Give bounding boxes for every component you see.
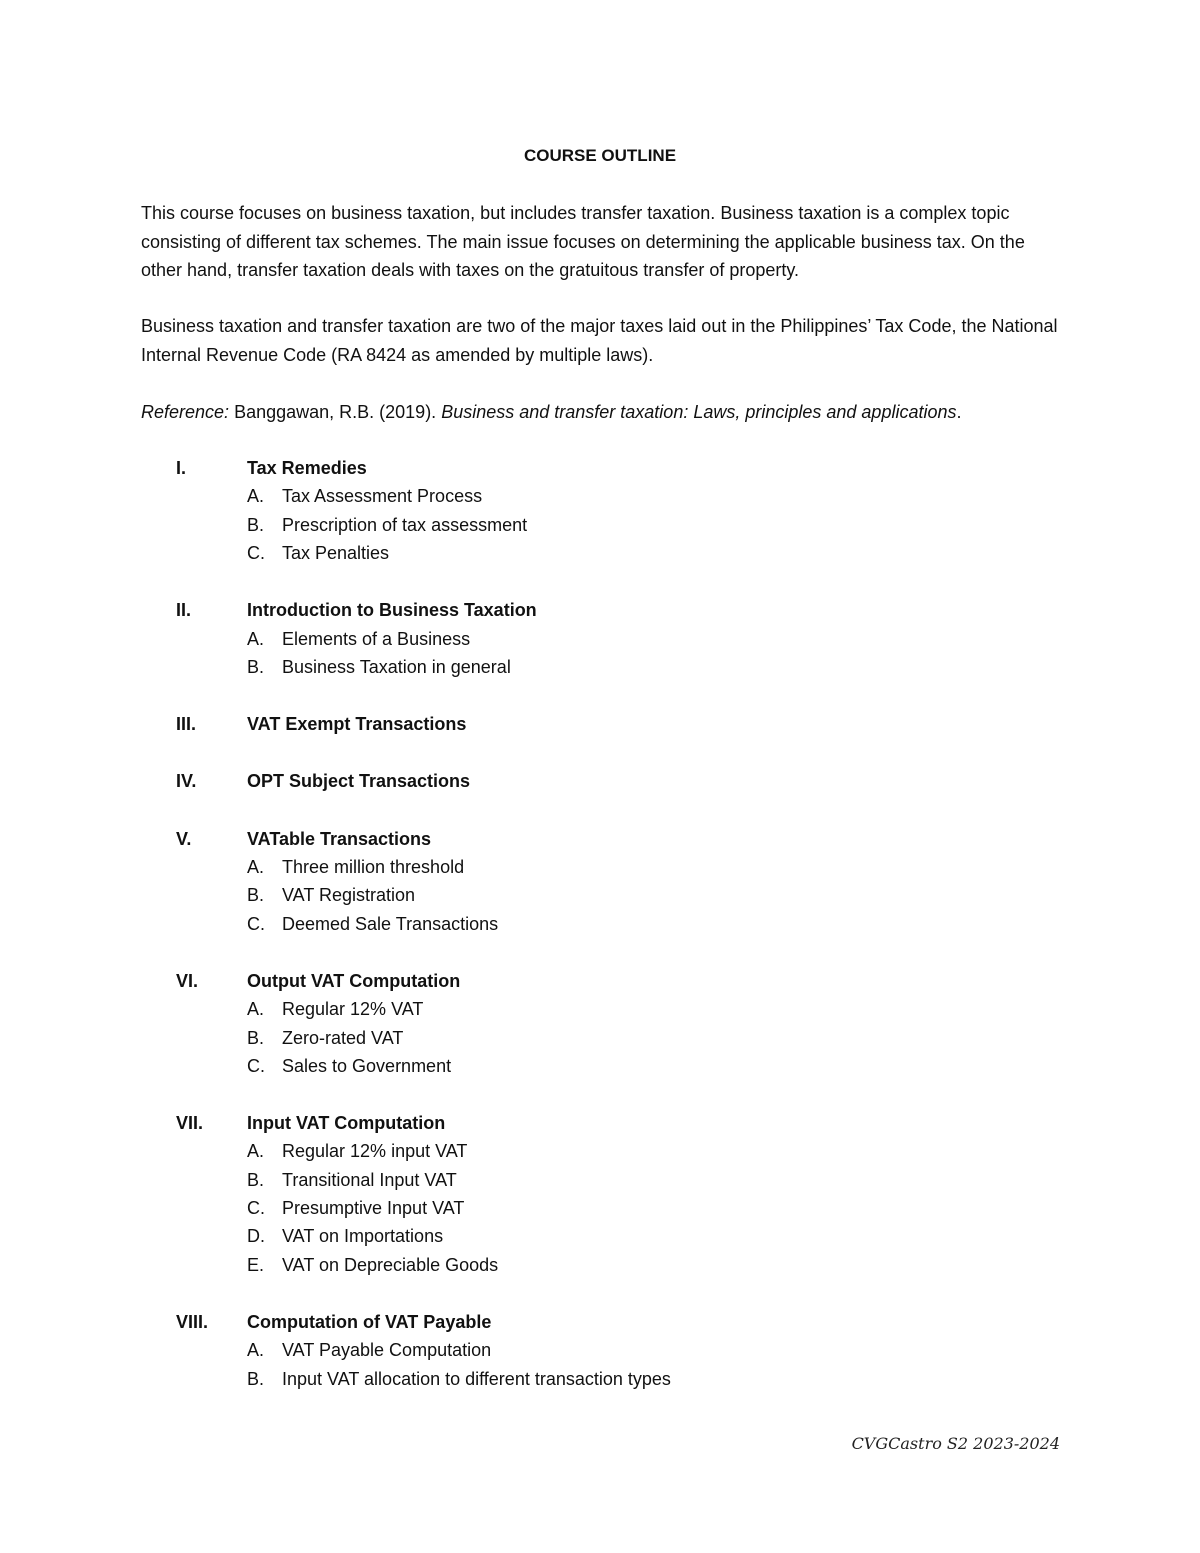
section-title: Input VAT Computation	[247, 1113, 446, 1134]
section-numeral: V.	[176, 828, 192, 849]
subitem-letter: A.	[247, 628, 265, 649]
subitem-text: Three million threshold	[282, 857, 465, 877]
subitem-letter: D.	[247, 1226, 265, 1247]
section-numeral: VII.	[176, 1113, 204, 1134]
subitem-letter: A.	[247, 1141, 265, 1162]
subitem-text: Presumptive Input VAT	[282, 1198, 465, 1218]
reference-book-title: Business and transfer taxation: Laws, principles and applications	[441, 402, 957, 422]
subitem-letter: A.	[247, 857, 265, 877]
subitem-text: Prescription of tax assessment	[282, 514, 528, 535]
subitem-text: Input VAT allocation to different transaction types	[282, 1368, 671, 1389]
subitem-text: Elements of a Business	[282, 628, 471, 649]
section-title: Introduction to Business Taxation	[247, 600, 537, 621]
subitem-letter: B.	[247, 514, 265, 535]
footer-signature: CVGCastro S2 2023-2024	[851, 1434, 1060, 1453]
subitem-text: Tax Assessment Process	[282, 486, 483, 507]
second-paragraph: Business taxation and transfer taxation are two of the major taxes laid out in the Philippines’ Tax Code, the National Internal Revenue Code (RA 8424 as amended by multiple laws).	[141, 316, 1058, 365]
subitem-text: Tax Penalties	[282, 542, 390, 563]
page-title: COURSE OUTLINE	[523, 146, 677, 165]
subitem-letter: E.	[247, 1254, 265, 1275]
subitem-letter: C.	[247, 1055, 265, 1076]
section-title: OPT Subject Transactions	[247, 771, 471, 792]
subitem-text: Transitional Input VAT	[282, 1169, 457, 1190]
section-title: Output VAT Computation	[247, 970, 461, 991]
section-title: VAT Exempt Transactions	[247, 714, 467, 735]
subitem-letter: C.	[247, 1198, 265, 1218]
subitem-text: VAT on Depreciable Goods	[282, 1254, 499, 1275]
section-numeral: I.	[176, 458, 187, 478]
subitem-text: Regular 12% input VAT	[282, 1141, 468, 1162]
section-numeral: VIII.	[176, 1311, 209, 1332]
section-numeral: III.	[176, 714, 197, 735]
subitem-letter: B.	[247, 1368, 265, 1389]
subitem-letter: A.	[247, 999, 265, 1020]
subitem-text: Zero-rated VAT	[282, 1027, 404, 1048]
reference-label: Reference:	[141, 402, 230, 422]
subitem-text: Deemed Sale Transactions	[282, 913, 499, 934]
subitem-text: Business Taxation in general	[282, 656, 511, 677]
subitem-letter: B.	[247, 656, 265, 677]
intro-paragraph: This course focuses on business taxation, but includes transfer taxation. Business taxation is a complex topic consisting of different tax schemes. The main issue focuses on determining the applicable business tax. On the other hand, transfer taxation deals with taxes on the gratuitous transfer of property.	[141, 203, 1025, 280]
subitem-letter: A.	[247, 486, 265, 507]
section-numeral: IV.	[176, 771, 197, 792]
reference-end: .	[956, 402, 962, 422]
subitem-letter: C.	[247, 913, 265, 934]
section-title: VATable Transactions	[247, 828, 432, 849]
section-title: Tax Remedies	[247, 458, 367, 478]
subitem-text: VAT on Importations	[282, 1226, 444, 1247]
section-numeral: VI.	[176, 970, 199, 991]
section-title: Computation of VAT Payable	[247, 1311, 492, 1332]
subitem-text: Sales to Government	[282, 1055, 452, 1076]
subitem-letter: A.	[247, 1340, 265, 1361]
section-numeral: II.	[176, 600, 192, 621]
subitem-letter: C.	[247, 542, 265, 563]
subitem-letter: B.	[247, 1169, 265, 1190]
subitem-text: Regular 12% VAT	[282, 999, 424, 1020]
reference-citation: Banggawan, R.B. (2019).	[229, 402, 442, 422]
subitem-text: VAT Payable Computation	[282, 1340, 492, 1361]
subitem-letter: B.	[247, 885, 265, 906]
subitem-text: VAT Registration	[282, 885, 416, 906]
subitem-letter: B.	[247, 1027, 265, 1048]
